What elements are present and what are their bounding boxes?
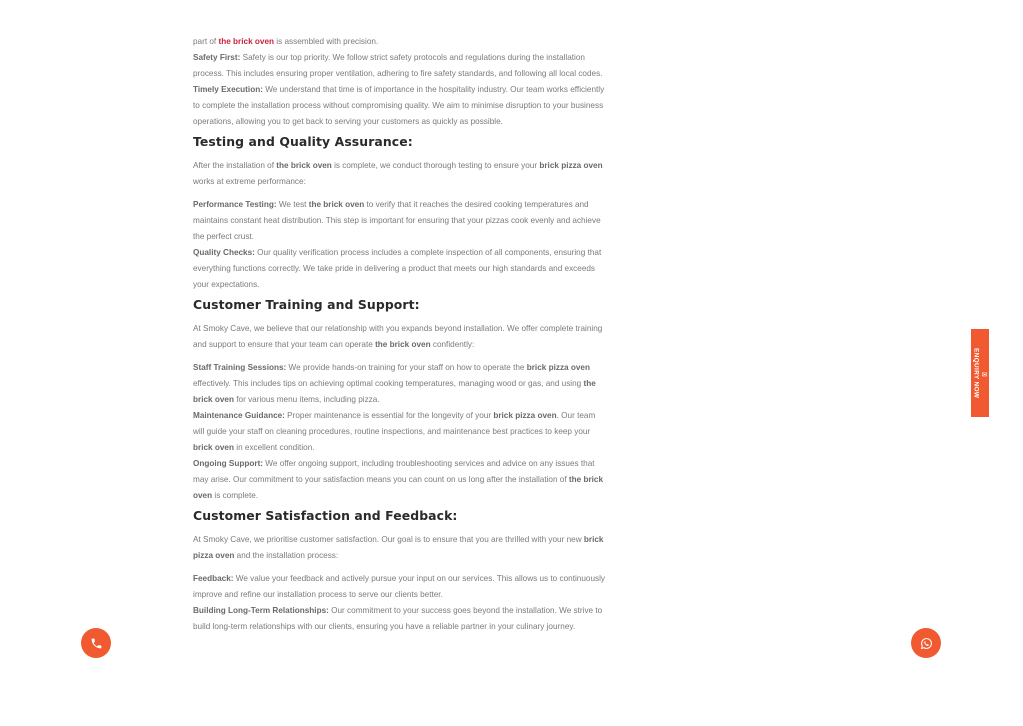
phone-icon [90, 637, 103, 650]
training-heading: Customer Training and Support: [193, 297, 420, 312]
timely-label: Timely Execution: [193, 85, 263, 94]
call-button[interactable] [81, 628, 111, 658]
performance-paragraph: Performance Testing: We test the brick oven to verify that it reaches the desired cooking temperatures and maintains constant heat distribution. This step is important for ensuring that your pizzas cook evenly and achieve the perfect crust. [193, 200, 601, 241]
intro-paragraph: part of the brick oven is assembled with precision. [193, 37, 379, 46]
feedback-paragraph: Feedback: We value your feedback and actively pursue your input on our services. This allows us to continuously improve and refine our installation process to serve our clients better. [193, 574, 606, 599]
quality-paragraph: Quality Checks: Our quality verification process includes a complete inspection of all components, ensuring that everything functions correctly. We take pride in delivering a product that meets our high standards and exceeds your expectations. [193, 248, 602, 289]
relationships-paragraph: Building Long-Term Relationships: Our commitment to your success goes beyond the installation. We strive to build long-term relationships with our clients, ensuring you have a reliable partner in your culinary journey. [193, 606, 603, 631]
article-content [193, 34, 605, 635]
keyword-link[interactable]: the brick oven [218, 37, 275, 46]
whatsapp-button[interactable] [911, 628, 941, 658]
staff-paragraph: Staff Training Sessions: We provide hands-on training for your staff on how to operate the brick pizza oven effectively. This includes tips on achieving optimal cooking temperatures, managing wood or gas, and using the brick oven for various menu items, including pizza. [193, 363, 596, 404]
safety-label: Safety First: [193, 53, 241, 62]
whatsapp-icon [920, 637, 933, 650]
satisfaction-intro: At Smoky Cave, we prioritise customer satisfaction. Our goal is to ensure that you are thrilled with your new brick pizza oven and the installation process: [193, 535, 604, 560]
training-intro: At Smoky Cave, we believe that our relationship with you expands beyond installation. We offer complete training and support to ensure that your team can operate the brick oven confidently: [193, 324, 603, 349]
safety-paragraph: Safety First: Safety is our top priority. We follow strict safety protocols and regulations during the installation process. This includes ensuring proper ventilation, adhering to fire safety standards, and following all local codes. [193, 53, 603, 78]
maintenance-paragraph: Maintenance Guidance: Proper maintenance is essential for the longevity of your brick pizza oven. Our team will guide your staff on cleaning procedures, routine inspections, and maintenance best practices to keep your brick oven in excellent condition. [193, 411, 596, 452]
timely-paragraph: Timely Execution: We understand that time is of importance in the hospitality industry. Our team works efficiently to complete the installation process without compromising quality. We aim to minimise disruption to your business operations, allowing you to get back to serving your customers as quickly as possible. [193, 85, 605, 126]
mail-icon: ✉ [980, 370, 988, 379]
ongoing-paragraph: Ongoing Support: We offer ongoing support, including troubleshooting services and advice on any issues that may arise. Our commitment to your satisfaction means you can count on us long after the installation of the brick oven is complete. [193, 459, 604, 500]
enquiry-label: ENQUIRY NOW [972, 347, 980, 399]
testing-heading: Testing and Quality Assurance: [193, 134, 413, 149]
satisfaction-heading: Customer Satisfaction and Feedback: [193, 508, 458, 523]
testing-intro: After the installation of the brick oven is complete, we conduct thorough testing to ensure your brick pizza oven works at extreme performance: [193, 161, 603, 186]
enquiry-now-tab[interactable] [971, 329, 989, 417]
